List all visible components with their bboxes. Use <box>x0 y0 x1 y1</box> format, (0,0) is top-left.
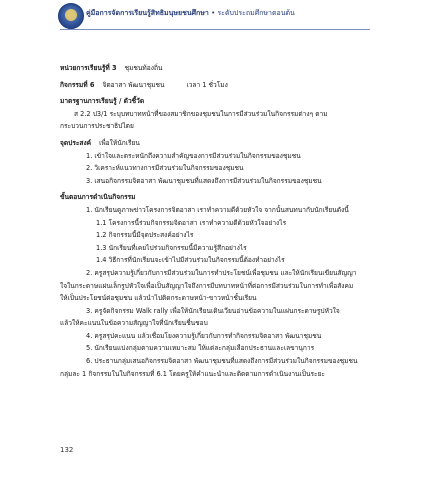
step-2-line1: 2. ครูสรุปความรู้เกี่ยวกับการมีส่วนร่วมในการทำประโยชน์เพื่อชุมชน และให้นักเรียนเขียนสัญญา <box>86 268 357 277</box>
step-2-line2: ใจในกระดาษแผ่นเล็กรูปหัวใจเพื่อเป็นสัญญาใจถึงการมีบทบาทหน้าที่ต่อการมีส่วนร่วมในการทำเพื่อสังคม <box>60 281 354 290</box>
step-1-sub: 1.1 โครงการนี้ร่วมกิจกรรมจิตอาสา เราทำความดีด้วยหัวใจอย่างไร <box>96 218 287 227</box>
activity-label: กิจกรรมที่ 6 <box>60 80 95 89</box>
objective-item: 2. วิเคราะห์แนวทางการมีส่วนร่วมในกิจกรรมของชุมชน <box>86 164 244 173</box>
header-title: คู่มือการจัดการเรียนรู้สิทธิมนุษยชนศึกษา • ระดับประถมศึกษาตอนต้น <box>86 9 295 17</box>
activity-heading <box>60 79 372 92</box>
unit-heading <box>60 62 372 75</box>
step-1-sub: 1.4 วิธีการที่นักเรียนจะเข้าไปมีส่วนร่วมในกิจกรรมนี้ต้องทำอย่างไร <box>96 256 285 265</box>
activity-time: เวลา 1 ชั่วโมง <box>186 80 228 89</box>
standard-text-line2: กระบวนการประชาธิปไตย <box>60 122 134 131</box>
unit-label: หน่วยการเรียนรู้ที่ 3 <box>60 64 117 72</box>
unit-title: ชุมชนท้องถิ่น <box>124 64 163 72</box>
objectives-label: จุดประสงค์ <box>60 138 92 147</box>
step-5: 5. นักเรียนแบ่งกลุ่มตามความเหมาะสม ให้แต่ละกลุ่มเลือกประธานและเลขานุการ <box>86 344 315 353</box>
step-6-line1: 6. ประธานกลุ่มเสนอกิจกรรมจิตอาสา พัฒนาชุมชนที่แสดงถึงการมีส่วนร่วมในกิจกรรมของชุมชน <box>86 357 358 366</box>
objective-item: 1. เข้าใจและตระหนักถึงความสำคัญของการมีส่วนร่วมในกิจกรรมของชุมชน <box>86 151 301 160</box>
standard-text-line1: ส 2.2 ป3/1 ระบุบทบาทหน้าที่ของสมาชิกของชุมชนในการมีส่วนร่วมในกิจกรรมต่างๆ ตาม <box>74 109 328 118</box>
document-body <box>60 62 372 380</box>
step-2-line3: ให้เป็นประโยชน์ต่อชุมชน แล้วนำไปติดกระดาษหน้า-ขาวหน้าชั้นเรียน <box>60 294 257 303</box>
objectives-intro: เพื่อให้นักเรียน <box>99 138 140 147</box>
header-divider <box>60 29 370 30</box>
step-6-line2: กลุ่มละ 1 กิจกรรมในใบกิจกรรมที่ 6.1 โดยครูให้คำแนะนำและติดตามการดำเนินงานเป็นระยะ <box>60 369 325 378</box>
objectives-heading <box>60 137 372 150</box>
manual-logo-icon <box>58 3 84 29</box>
step-4: 4. ครูสรุปคะแนน แล้วเชื่อมโยงความรู้เกี่ยวกับการทำกิจกรรมจิตอาสา พัฒนาชุมชน <box>86 331 322 340</box>
step-3-line2: แล้วให้คะแนนในข้อความสัญญาใจที่นักเรียนชื่นชอบ <box>60 319 208 328</box>
step-3-line1: 3. ครูจัดกิจกรรม Walk rally เพื่อให้นักเรียนเดินเวียนอ่านข้อความในแผ่นกระดาษรูปหัวใจ <box>86 306 340 315</box>
step-1-sub: 1.2 กิจกรรมนี้มีจุดประสงค์อย่างไร <box>96 231 194 240</box>
page-number: 132 <box>60 446 74 454</box>
activity-title: จิตอาสา พัฒนาชุมชน <box>102 80 165 89</box>
standard-heading: มาตรฐานการเรียนรู้ / ตัวชี้วัด <box>60 97 145 106</box>
objective-item: 3. เสนอกิจกรรมจิตอาสา พัฒนาชุมชนที่แสดงถึงการมีส่วนร่วมในกิจกรรมของชุมชน <box>86 176 322 185</box>
page-header <box>0 0 427 36</box>
step-1-sub: 1.3 นักเรียนที่เคยไปร่วมกิจกรรมนี้มีความรู้สึกอย่างไร <box>96 243 247 252</box>
step-1: 1. นักเรียนดูภาพข่าวโครงการจิตอาสา เราทำความดีด้วยหัวใจ จากนั้นสนทนากับนักเรียนดังนี้ <box>86 205 349 214</box>
steps-heading: ขั้นตอนการดำเนินกิจกรรม <box>60 193 136 202</box>
